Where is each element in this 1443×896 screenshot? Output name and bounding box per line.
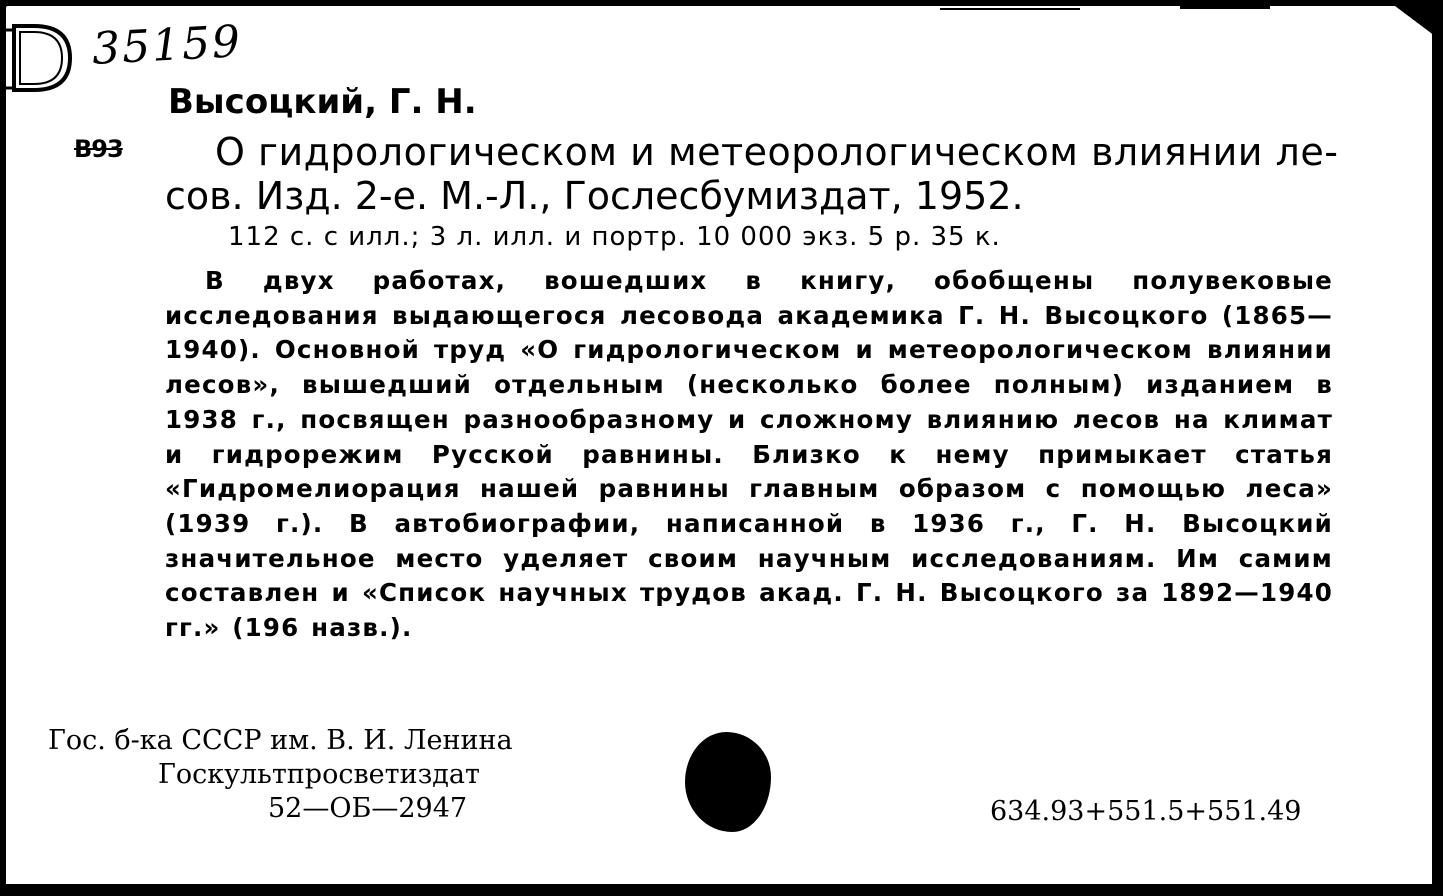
annotation: В двух работах, вошедших в книгу, обобщены полувековые исследования выдающегося лесовода академика Г. Н. Высоцкого (1865—1940). Основной труд «О гидрологическом и метеорологическом влиянии лесов», вышедший отдельным (несколько более полным) изданием в 1938 г., посвящен разнообразному и сложному влиянию лесов на климат и гидрорежим Русской равнины. Близко к нему примыкает статья «Гидромелиорация нашей равнины главным образом с помощью леса» (1939 г.). В автобиографии, написанной в 1936 г., Г. Н. Высоцкий значительное место уделяет своим научным исследованиям. Им самим составлен и «Список научных трудов акад. Г. Н. Высоцкого за 1892—1940 гг.» (196 назв.). — [165, 266, 1333, 643]
title-line-1: О гидрологическом и метеорологическом влиянии ле- — [215, 130, 1339, 174]
punch-hole — [685, 732, 771, 832]
library-stamp-icon — [6, 18, 76, 98]
scan-artifact — [940, 8, 1080, 10]
shelfmark: В93 — [74, 135, 123, 163]
card-number: 52—ОБ—2947 — [268, 793, 468, 824]
library-name: Гос. б-ка СССР им. В. И. Ленина — [48, 725, 513, 756]
collation: 112 с. с илл.; 3 л. илл. и портр. 10 000 экз. 5 р. 35 к. — [228, 222, 1001, 252]
scan-edge — [0, 0, 6, 896]
classification-index: 634.93+551.5+551.49 — [990, 796, 1302, 827]
scan-edge — [0, 884, 1443, 896]
scan-artifact — [1180, 6, 1270, 9]
card-publisher: Госкультпросветиздат — [158, 759, 480, 790]
call-number: 35159 — [90, 16, 244, 75]
title-line-2: сов. Изд. 2-е. М.-Л., Гослесбумиздат, 1952. — [165, 174, 1024, 218]
author-heading: Высоцкий, Г. Н. — [168, 82, 477, 122]
